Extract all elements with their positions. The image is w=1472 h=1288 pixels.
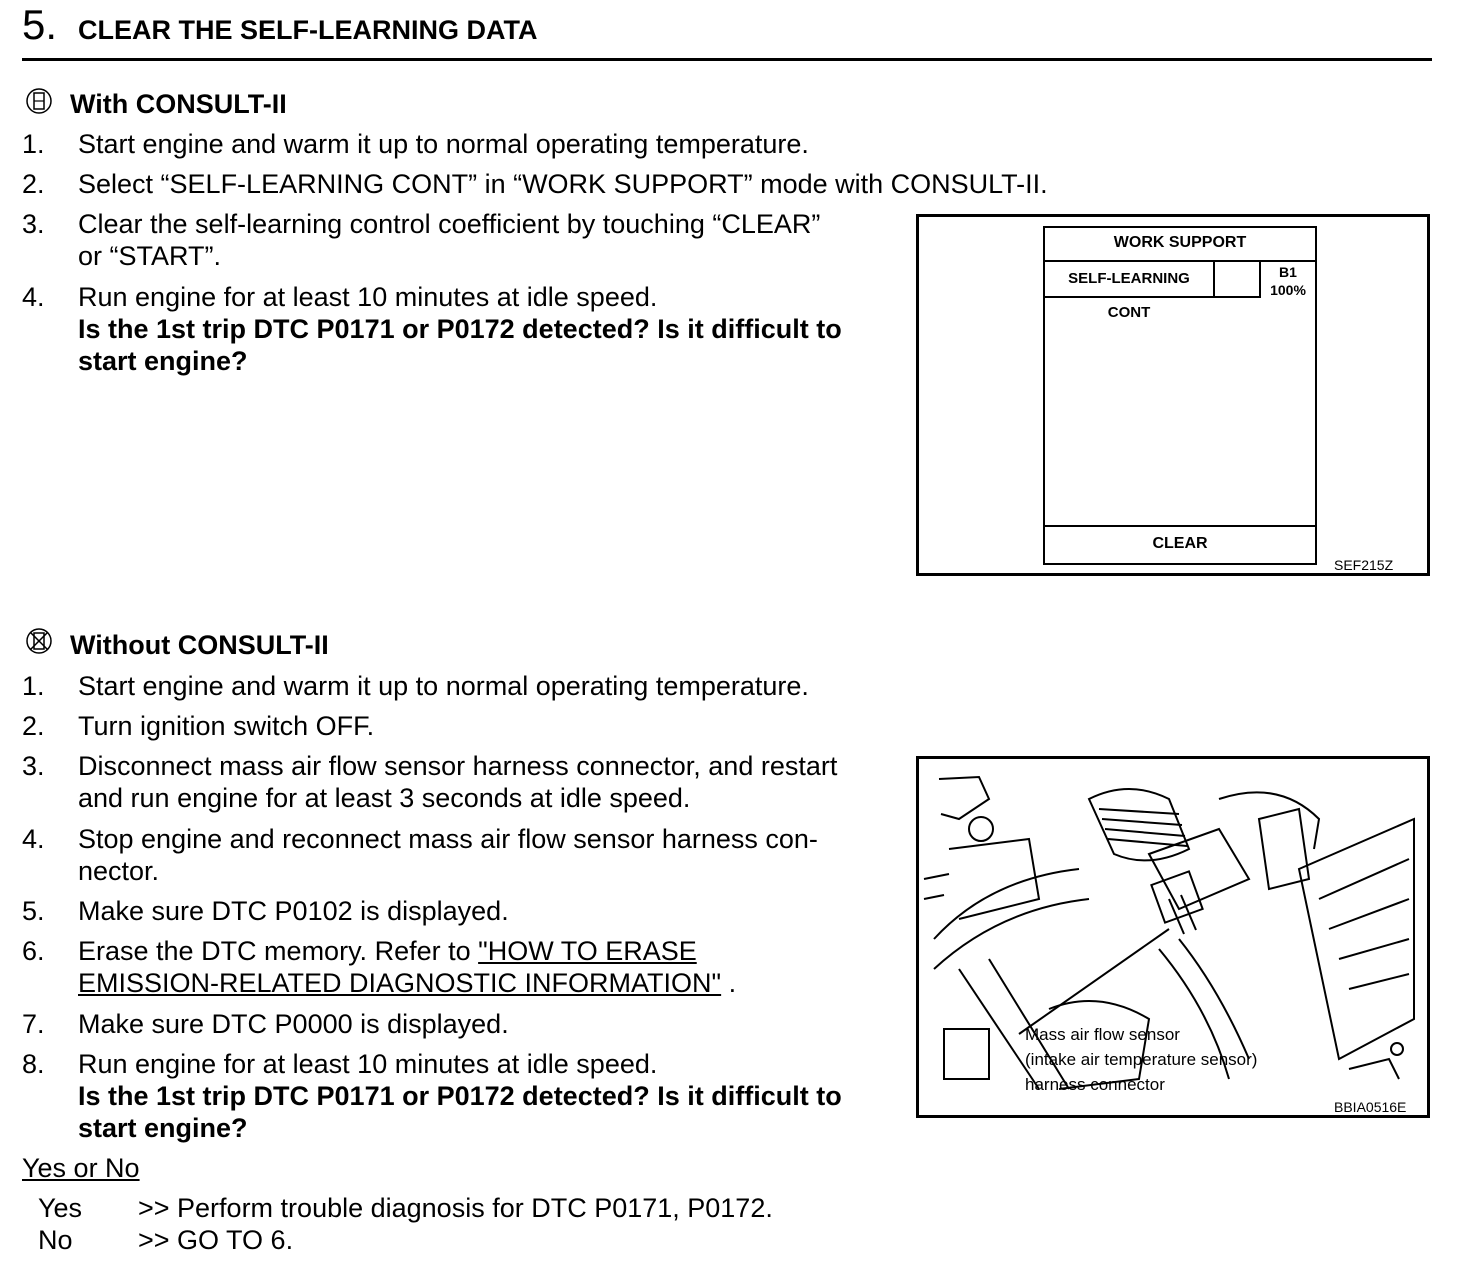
- yes-label: Yes: [38, 1193, 83, 1223]
- no-label: No: [38, 1225, 73, 1255]
- yes-action: >> Perform trouble diagnosis for DTC P0171, P0172.: [138, 1193, 773, 1223]
- step-text: Run engine for at least 10 minutes at idle speed.: [78, 1049, 658, 1079]
- row-blank-cell: [1215, 262, 1261, 298]
- step-number: 1.: [22, 671, 45, 701]
- step-text: Turn ignition switch OFF.: [78, 711, 375, 741]
- section-number: 5.: [22, 1, 58, 48]
- step-number: 2.: [22, 711, 45, 741]
- question-line1: Is the 1st trip DTC P0171 or P0172 detected? Is it difficult to: [78, 314, 842, 344]
- step-number: 2.: [22, 169, 45, 199]
- step-text-suffix: .: [721, 968, 737, 998]
- step-number: 6.: [22, 936, 45, 966]
- step-number: 3.: [22, 751, 45, 781]
- bank-label: B1: [1279, 264, 1297, 280]
- question-line1: Is the 1st trip DTC P0171 or P0172 detected? Is it difficult to: [78, 1081, 842, 1111]
- work-support-figure: [916, 214, 1430, 576]
- question-line2: start engine?: [78, 346, 248, 376]
- step-number: 4.: [22, 282, 45, 312]
- step-number: 4.: [22, 824, 45, 854]
- step-text: Make sure DTC P0000 is displayed.: [78, 1009, 509, 1039]
- erase-info-link-part2[interactable]: EMISSION-RELATED DIAGNOSTIC INFORMATION": [78, 968, 722, 998]
- step-text-line2: or “START”.: [78, 241, 222, 271]
- step-number: 5.: [22, 896, 45, 926]
- step-text-line2: [78, 967, 736, 999]
- row-label: SELF-LEARNING CONT: [1045, 262, 1215, 298]
- step-text: Start engine and warm it up to normal operating temperature.: [78, 129, 809, 159]
- step-text-line2: nector.: [78, 856, 160, 886]
- step-text-line1: Stop engine and reconnect mass air flow sensor harness con-: [78, 824, 818, 854]
- callout-line3: harness connector: [1025, 1075, 1165, 1094]
- step-number: 8.: [22, 1049, 45, 1079]
- step-number: 1.: [22, 129, 45, 159]
- step-text-line1: Disconnect mass air flow sensor harness connector, and restart: [78, 751, 838, 781]
- step-text: Make sure DTC P0102 is displayed.: [78, 896, 509, 926]
- header-rule: [22, 58, 1432, 61]
- callout-line1: Mass air flow sensor: [1025, 1025, 1180, 1044]
- no-action: >> GO TO 6.: [138, 1225, 294, 1255]
- step-number: 7.: [22, 1009, 45, 1039]
- self-learning-row: [1045, 262, 1315, 321]
- no-consult-tool-icon: [24, 626, 54, 656]
- question-line2: start engine?: [78, 1113, 248, 1143]
- erase-info-link-part1[interactable]: "HOW TO ERASE: [478, 936, 697, 966]
- consult-tool-icon: [24, 86, 54, 116]
- step-text-line2: and run engine for at least 3 seconds at idle speed.: [78, 783, 691, 813]
- engine-bay-figure: [916, 756, 1430, 1118]
- step-text: Run engine for at least 10 minutes at idle speed.: [78, 282, 658, 312]
- percent-value: 100%: [1270, 282, 1306, 298]
- section-title: CLEAR THE SELF-LEARNING DATA: [78, 15, 538, 45]
- work-support-screen: [1043, 226, 1317, 565]
- step-number: 3.: [22, 209, 45, 239]
- clear-button[interactable]: CLEAR: [1045, 525, 1315, 563]
- figure-code: BBIA0516E: [1334, 1099, 1407, 1115]
- without-consult-title: Without CONSULT-II: [70, 630, 329, 660]
- screen-title: WORK SUPPORT: [1045, 228, 1315, 262]
- step-text-line1: Clear the self-learning control coefficient by touching “CLEAR”: [78, 209, 821, 239]
- figure-code: SEF215Z: [1334, 557, 1394, 573]
- yes-no-heading: Yes or No: [22, 1153, 140, 1183]
- step-text-prefix: Erase the DTC memory. Refer to: [78, 936, 479, 966]
- with-consult-title: With CONSULT-II: [70, 89, 287, 119]
- step-text: Select “SELF-LEARNING CONT” in “WORK SUPPORT” mode with CONSULT-II.: [78, 169, 1048, 199]
- step-text: Start engine and warm it up to normal operating temperature.: [78, 671, 809, 701]
- callout-line2: (intake air temperature sensor): [1025, 1050, 1258, 1069]
- step-text-line1: [78, 935, 697, 967]
